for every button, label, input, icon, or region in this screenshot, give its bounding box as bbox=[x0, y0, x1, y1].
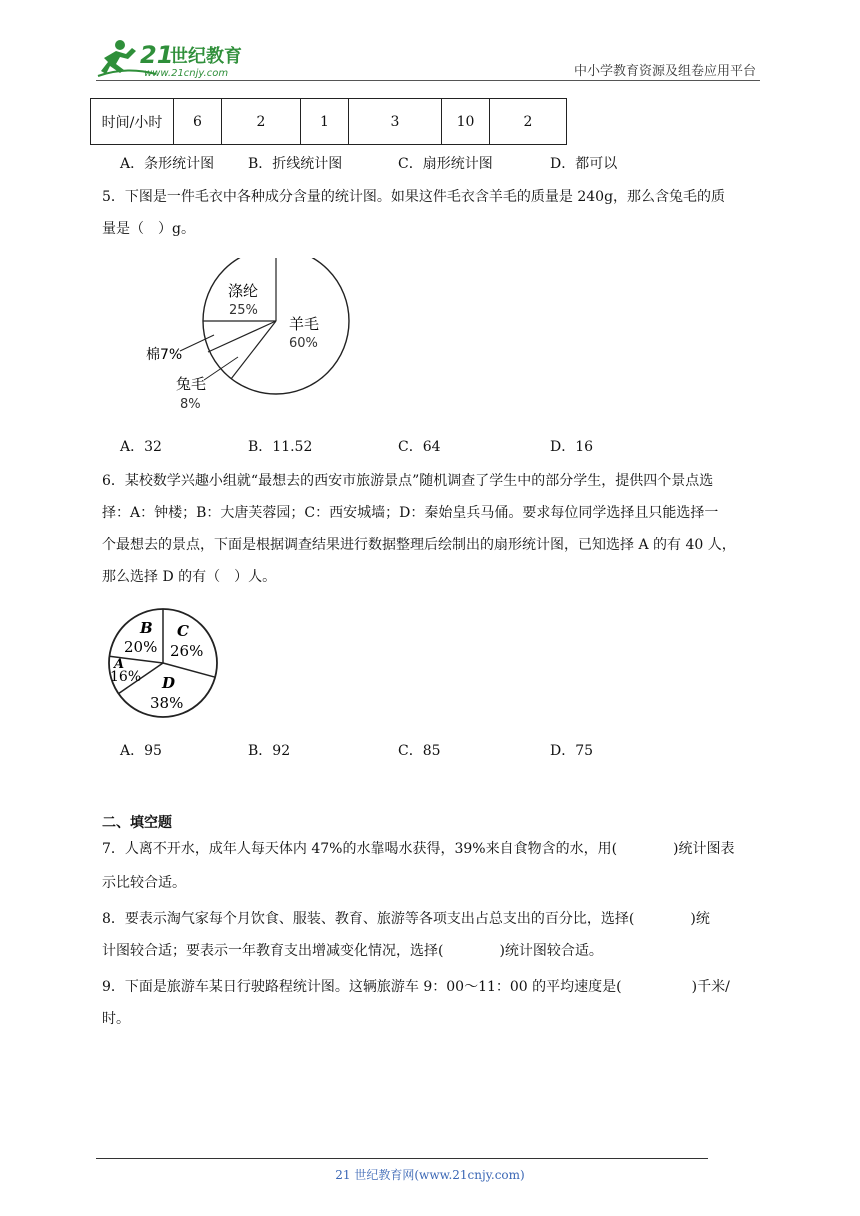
pie-label-a: A bbox=[114, 657, 125, 672]
sweater-pie-chart bbox=[130, 258, 360, 414]
site-logo bbox=[96, 36, 266, 80]
pie-pct-a: 16% bbox=[110, 669, 142, 685]
runner-logo-icon bbox=[96, 36, 266, 80]
q4-option-a: A．条形统计图 bbox=[120, 156, 215, 172]
site-title: 中小学教育资源及组卷应用平台 bbox=[573, 64, 756, 79]
q6-text-line1: 6．某校数学兴趣小组就“最想去的西安市旅游景点”随机调查了学生中的部分学生，提供四个景点选 bbox=[102, 473, 714, 489]
pie-label-b: B bbox=[140, 619, 153, 637]
logo-text: 世纪教育 bbox=[170, 46, 242, 67]
footer-divider bbox=[96, 1158, 708, 1159]
q6-option-d: D．75 bbox=[550, 743, 594, 759]
table-cell: 2 bbox=[222, 99, 301, 145]
logo-number: 21 bbox=[140, 41, 174, 69]
q5-text-line2: 量是（ ）g。 bbox=[102, 221, 195, 237]
q6-option-c: C．85 bbox=[398, 743, 441, 759]
q6-text-line3: 个最想去的景点，下面是根据调查结果进行数据整理后绘制出的扇形统计图，已知选择 A 的有 40 人， bbox=[102, 537, 736, 553]
header-divider bbox=[96, 80, 760, 81]
q9-text-line1: 9．下面是旅游车某日行驶路程统计图。这辆旅游车 9：00～11：00 的平均速度是( )千米/ bbox=[102, 979, 730, 995]
pie-pct-d: 38% bbox=[150, 694, 184, 712]
wool-pct: 60% bbox=[289, 336, 318, 351]
q6-text-line2: 择：A：钟楼；B：大唐芙蓉园；C：西安城墙；D：秦始皇兵马俑。要求每位同学选择且只能选择一 bbox=[102, 505, 719, 521]
attractions-pie-chart bbox=[106, 606, 220, 720]
q5-text-line1: 5．下图是一件毛衣中各种成分含量的统计图。如果这件毛衣含羊毛的质量是 240g，那么含兔毛的质 bbox=[102, 189, 726, 205]
table-row-label: 时间/小时 bbox=[91, 99, 174, 145]
q4-option-b: B．折线统计图 bbox=[248, 156, 343, 172]
q7-text-line1: 7．人离不开水，成年人每天体内 47%的水靠喝水获得，39%来自食物含的水，用( )统计图表 bbox=[102, 841, 735, 857]
polyester-pct: 25% bbox=[229, 303, 258, 318]
q9-text-line2: 时。 bbox=[102, 1011, 130, 1027]
q5-option-c: C．64 bbox=[398, 439, 441, 455]
table-cell: 1 bbox=[301, 99, 349, 145]
cotton-label: 棉7% bbox=[146, 347, 183, 363]
table-cell: 3 bbox=[349, 99, 442, 145]
logo-url: www.21cnjy.com bbox=[144, 68, 229, 79]
table-cell: 10 bbox=[442, 99, 490, 145]
q8-text-line2: 计图较合适；要表示一年教育支出增减变化情况，选择( )统计图较合适。 bbox=[102, 943, 603, 959]
q6-text-line4: 那么选择 D 的有（ ）人。 bbox=[102, 569, 277, 585]
footer-link[interactable]: 21 世纪教育网(www.21cnjy.com) bbox=[335, 1168, 525, 1182]
table-cell: 2 bbox=[490, 99, 567, 145]
wool-label: 羊毛 bbox=[289, 315, 320, 333]
q6-option-b: B．92 bbox=[248, 743, 291, 759]
pie-pct-c: 26% bbox=[170, 642, 204, 660]
polyester-label: 涤纶 bbox=[228, 282, 259, 300]
q4-option-d: D．都可以 bbox=[550, 156, 618, 172]
section-title: 二、填空题 bbox=[102, 815, 172, 831]
pie-pct-b: 20% bbox=[124, 638, 158, 656]
rabbit-pct: 8% bbox=[180, 397, 201, 412]
table-row bbox=[91, 99, 567, 145]
q5-option-d: D．16 bbox=[550, 439, 594, 455]
table-cell: 6 bbox=[174, 99, 222, 145]
q6-option-a: A．95 bbox=[120, 743, 162, 759]
q5-option-a: A．32 bbox=[120, 439, 162, 455]
q5-option-b: B．11.52 bbox=[248, 439, 313, 455]
pie-label-c: C bbox=[177, 622, 189, 640]
rabbit-label: 兔毛 bbox=[176, 375, 207, 393]
pie-label-d: D bbox=[162, 674, 176, 692]
q7-text-line2: 示比较合适。 bbox=[102, 875, 186, 891]
q8-text-line1: 8．要表示淘气家每个月饮食、服装、教育、旅游等各项支出占总支出的百分比，选择( )统 bbox=[102, 911, 710, 927]
q4-option-c: C．扇形统计图 bbox=[398, 156, 493, 172]
time-table bbox=[90, 98, 567, 145]
